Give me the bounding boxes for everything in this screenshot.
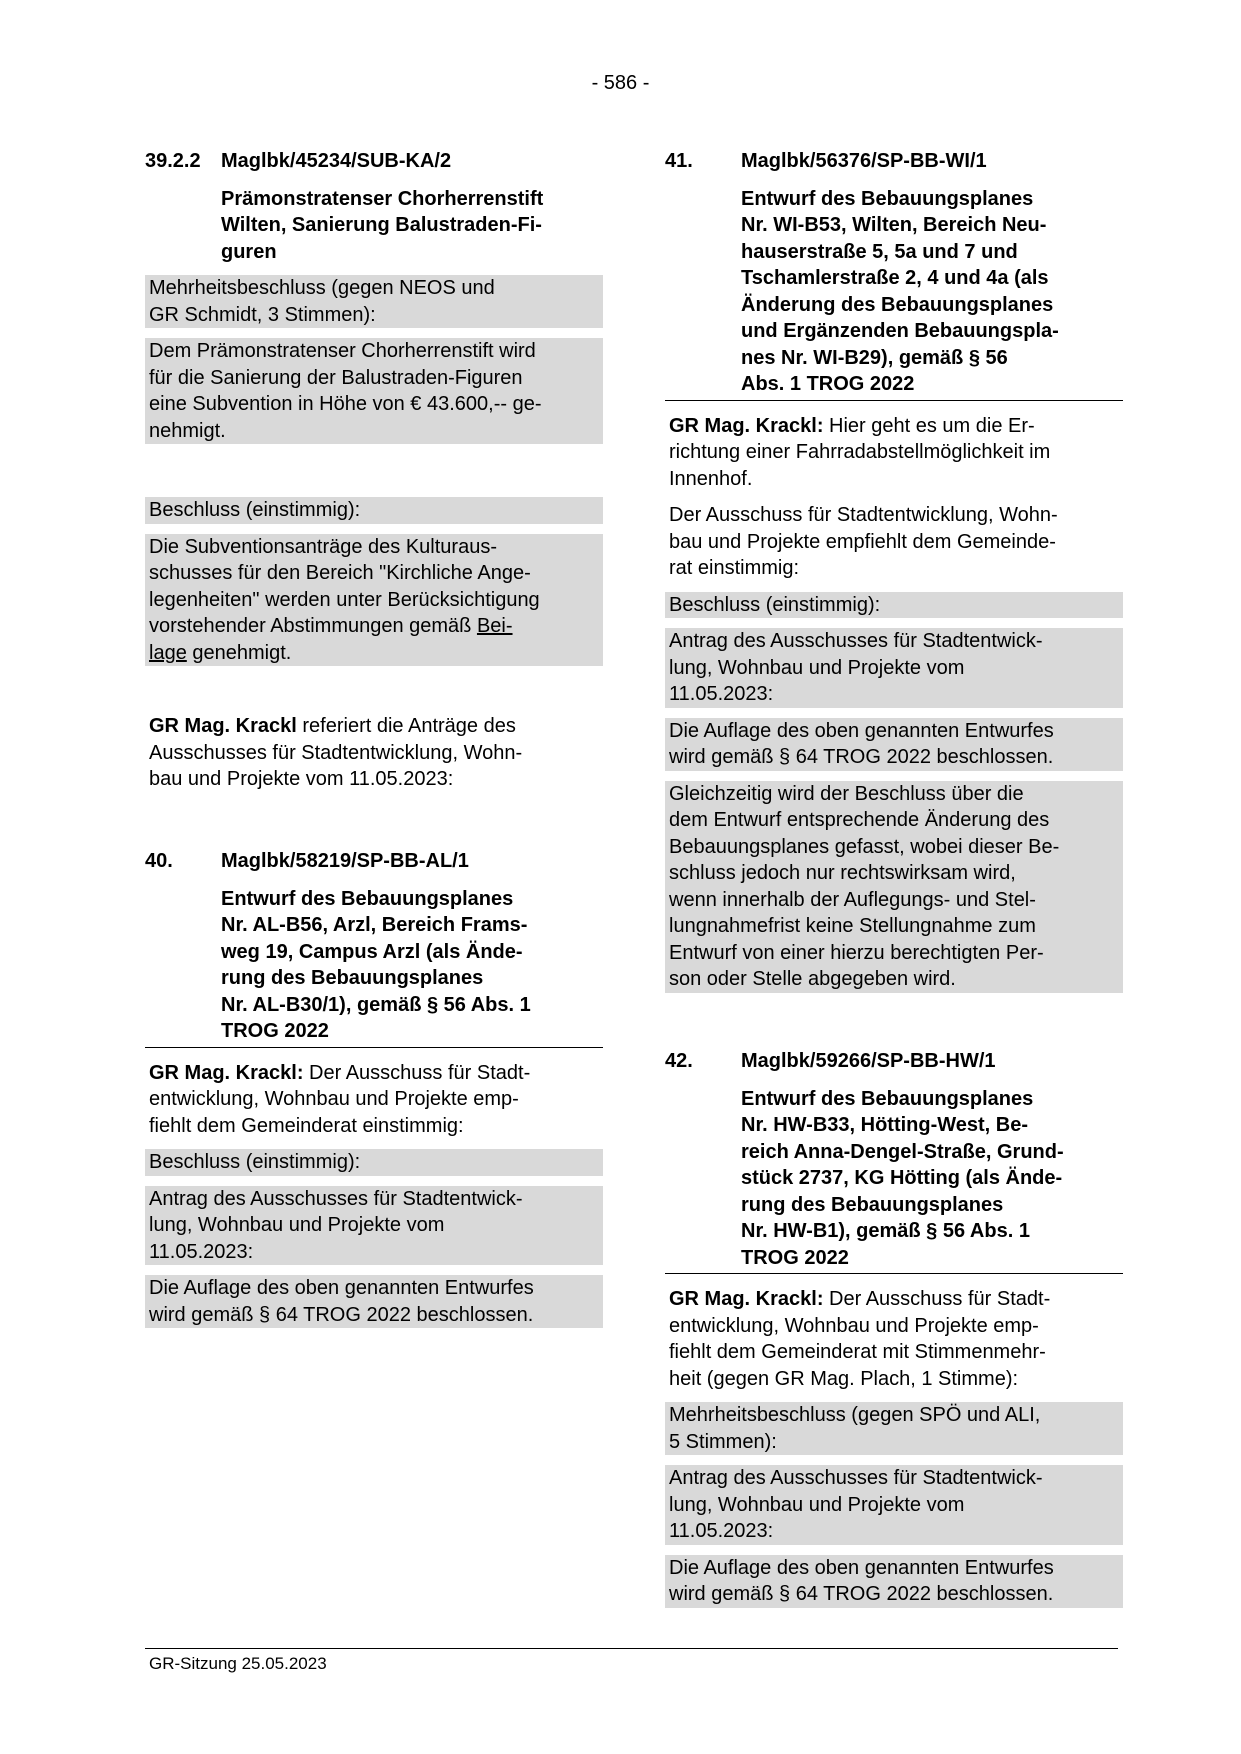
item-number: 40. [145,850,173,872]
item-title: Entwurf des Bebauungsplanes Nr. HW-B33, Hötting-West, Be- reich Anna-Dengel-Straße, Grund- stück 2737, KG Hötting (als Ände- rung des Bebauungsplanes Nr. HW-B1), gemäß § 56 Abs. 1 TROG 2022 [741,1087,1064,1269]
item-heading [665,1048,1123,1075]
vote-result: Beschluss (einstimmig): [665,592,1123,619]
item-title [221,186,603,266]
agenda-item-41 [665,148,1123,993]
item-number: 42. [665,1050,693,1072]
motion-text: Antrag des Ausschusses für Stadtentwick- lung, Wohnbau und Projekte vom 11.05.2023: [145,1186,603,1266]
decision-text: Die Auflage des oben genannten Entwurfes wird gemäß § 64 TROG 2022 beschlossen. [145,1275,603,1328]
attachment-link[interactable]: lage [149,641,187,664]
speaker-name: GR Mag. Krackl: [669,1288,824,1310]
motion-text: Antrag des Ausschusses für Stadtentwick- lung, Wohnbau und Projekte vom 11.05.2023: [665,1465,1123,1545]
committee-recommendation: Der Ausschuss für Stadtentwicklung, Wohn- bau und Projekte empfiehlt dem Gemeinde- rat einstimmig: [669,504,1058,579]
page-number: - 586 - [591,72,650,94]
speaker-name: GR Mag. Krackl: [149,1061,304,1084]
overall-resolution [145,497,603,666]
intro-paragraph: GR Mag. Krackl referiert die Anträge des Ausschusses für Stadtentwicklung, Wohn- bau und Projekte vom 11.05.2023: [149,715,523,790]
vote-result: Beschluss (einstimmig): [145,497,603,524]
resolution-text: Dem Prämonstratenser Chorherrenstift wird für die Sanierung der Balustraden-Figuren eine Subvention in Höhe von € 43.600,-- ge- nehmigt. [145,338,603,444]
vote-result: Mehrheitsbeschluss (gegen SPÖ und ALI, 5 Stimmen): [665,1402,1123,1455]
item-heading [665,148,1123,175]
item-title: Entwurf des Bebauungsplanes Nr. AL-B56, Arzl, Bereich Frams- weg 19, Campus Arzl (als Ände- rung des Bebauungsplanes Nr. AL-B30/1), gemäß § 56 Abs. 1 TROG 2022 [221,887,531,1042]
footer-divider [145,1648,1118,1649]
vote-result: Beschluss (einstimmig): [145,1149,603,1176]
item-code: Maglbk/58219/SP-BB-AL/1 [221,850,469,872]
motion-text: Antrag des Ausschusses für Stadtentwick- lung, Wohnbau und Projekte vom 11.05.2023: [665,628,1123,708]
speaker-statement: GR Mag. Krackl: Der Ausschuss für Stadt- entwicklung, Wohnbau und Projekte emp- fiehlt dem Gemeinderat einstimmig: [149,1061,531,1137]
decision-text: Die Auflage des oben genannten Entwurfes wird gemäß § 64 TROG 2022 beschlossen. [665,718,1123,771]
title-line: Wilten, Sanierung Balustraden-Fi- [221,214,542,236]
item-heading [145,848,603,875]
agenda-item-42 [665,1048,1123,1608]
item-code: Maglbk/45234/SUB-KA/2 [221,150,452,172]
item-number: 41. [665,150,693,172]
agenda-item-39-2-2 [145,148,603,444]
speaker-name: GR Mag. Krackl [149,715,297,737]
resolution-note: Gleichzeitig wird der Beschluss über die dem Entwurf entsprechende Änderung des Bebauungsplanes gefasst, wobei dieser Be- schluss jedoch nur rechtswirksam wird, wenn innerhalb der Auflegungs- und Stel- lungnahmefrist keine Stellungnahme zum Entwurf von einer hierzu berechtigten Per- son oder Stelle abgegeben wird. [665,781,1123,993]
attachment-link[interactable]: Bei- [476,615,513,637]
resolution-text: Die Subventionsanträge des Kulturaus- schusses für den Bereich "Kirchliche Ange- legenheiten" werden unter Berücksichtigung vorstehender Abstimmungen gemäß Bei- lage genehmigt. [145,534,603,667]
item-number: 39.2.2 [145,150,201,172]
title-line: guren [221,240,277,263]
vote-result: Mehrheitsbeschluss (gegen NEOS und GR Schmidt, 3 Stimmen): [145,275,603,328]
item-code: Maglbk/56376/SP-BB-WI/1 [741,150,987,172]
speaker-statement: GR Mag. Krackl: Hier geht es um die Er- richtung einer Fahrradabstellmöglichkeit im Innenhof. [669,414,1051,490]
agenda-item-40 [145,848,603,1328]
speaker-statement: GR Mag. Krackl: Der Ausschuss für Stadt- entwicklung, Wohnbau und Projekte emp- fiehlt dem Gemeinderat mit Stimmenmehr- heit (gegen GR Mag. Plach, 1 Stimme): [669,1288,1051,1390]
footer-session-date: GR-Sitzung 25.05.2023 [149,1654,327,1673]
item-title: Entwurf des Bebauungsplanes Nr. WI-B53, Wilten, Bereich Neu- hauserstraße 5, 5a und 7 und Tschamlerstraße 2, 4 und 4a (als Änderung des Bebauungsplanes und Ergänzenden Bebauungspla- nes Nr. WI-B29), gemäß § 56 Abs. 1 TROG 2022 [741,187,1059,395]
item-code: Maglbk/59266/SP-BB-HW/1 [741,1050,996,1072]
title-line: Prämonstratenser Chorherrenstift [221,187,544,210]
decision-text: Die Auflage des oben genannten Entwurfes wird gemäß § 64 TROG 2022 beschlossen. [665,1555,1123,1608]
item-heading [145,148,603,175]
speaker-name: GR Mag. Krackl: [669,414,824,437]
